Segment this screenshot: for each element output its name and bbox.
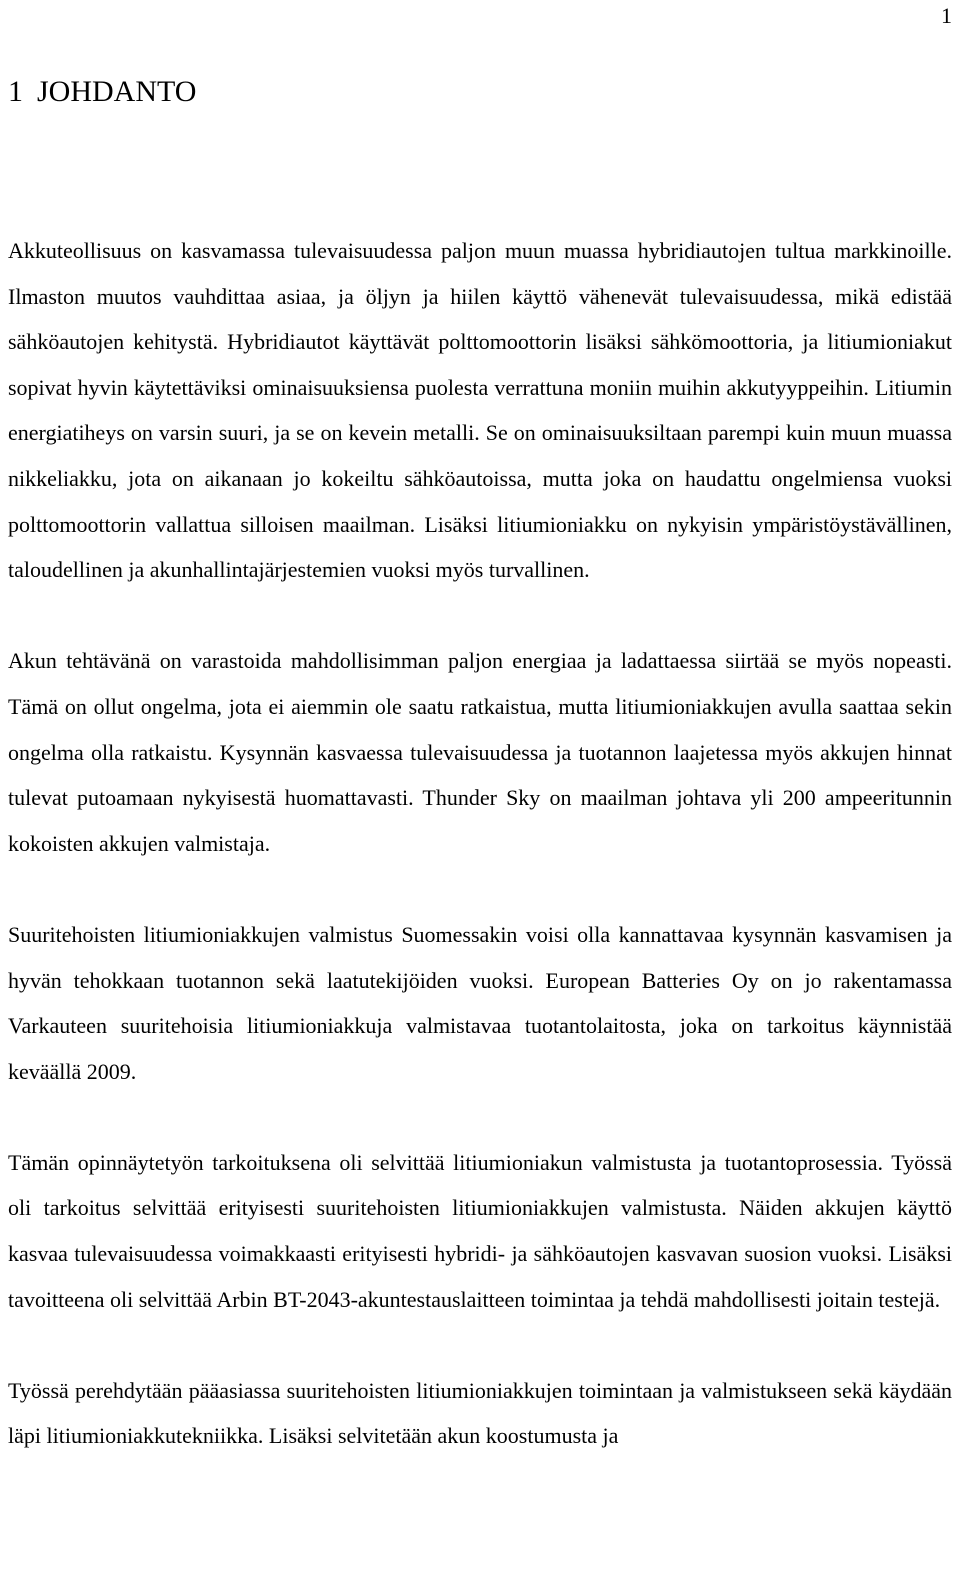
chapter-number: 1 xyxy=(8,75,23,108)
paragraph-intro: Akkuteollisuus on kasvamassa tulevaisuudessa paljon muun muassa hybridiautojen tultua markkinoille. Ilmaston muutos vauhdittaa asiaa, ja öljyn ja hiilen käyttö vähenevät tulevaisuudessa, mikä edistää sähköautojen kehitystä. Hybridiautot käyttävät polttomoottorin lisäksi sähkömoottoria, ja litiumioniakut sopivat hyvin käytettäviksi ominaisuuksiensa puolesta verrattuna moniin muihin akkutyyppeihin. Litiumin energiatiheys on varsin suuri, ja se on kevein metalli. Se on ominaisuuksiltaan parempi kuin muun muassa nikkeliakku, jota on aikanaan jo kokeiltu sähköautoissa, mutta joka on haudattu ongelmiensa vuoksi polttomoottorin vallattua silloisen maailman. Lisäksi litiumioniakku on nykyisin ympäristöystävällinen, taloudellinen ja akunhallintajärjestemien vuoksi myös turvallinen. xyxy=(8,238,952,583)
body-text xyxy=(8,228,952,1505)
paragraph-thesis-content: Työssä perehdytään pääasiassa suuritehoisten litiumioniakkujen toimintaan ja valmistukseen sekä käydään läpi litiumioniakkutekniikka. Lisäksi selvitetään akun koostumusta ja xyxy=(8,1377,952,1449)
paragraph-production-finland: Suuritehoisten litiumioniakkujen valmistus Suomessakin voisi olla kannattavaa kysynnän kasvamisen ja hyvän tehokkaan tuotannon sekä laatutekijöiden vuoksi. European Batteries Oy on jo rakentamassa Varkauteen suuritehoisia litiumioniakkuja valmistavaa tuotantolaitosta, joka on tarkoitus käynnistää keväällä 2009. xyxy=(8,921,952,1084)
paragraph-energy-storage: Akun tehtävänä on varastoida mahdollisimman paljon energiaa ja ladattaessa siirtää se myös nopeasti. Tämä on ollut ongelma, jota ei aiemmin ole saatu ratkaistua, mutta litiumioniakkujen avulla saattaa sekin ongelma olla ratkaistu. Kysynnän kasvaessa tulevaisuudessa ja tuotannon laajetessa myös akkujen hinnat tulevat putoamaan nykyisestä huomattavasti. Thunder Sky on maailman johtava yli 200 ampeeritunnin kokoisten akkujen valmistaja. xyxy=(8,648,952,856)
chapter-heading xyxy=(8,74,196,110)
chapter-title: JOHDANTO xyxy=(37,75,197,108)
paragraph-thesis-purpose: Tämän opinnäytetyön tarkoituksena oli selvittää litiumioniakun valmistusta ja tuotantoprosessia. Työssä oli tarkoitus selvittää erityisesti suuritehoisten litiumioniakkujen valmistusta. Näiden akkujen käyttö kasvaa tulevaisuudessa voimakkaasti erityisesti hybridi- ja sähköautojen kasvavan suosion vuoksi. Lisäksi tavoitteena oli selvittää Arbin BT-2043-akuntestauslaitteen toimintaa ja tehdä mahdollisesti joitain testejä. xyxy=(8,1149,952,1312)
page-number: 1 xyxy=(941,3,952,28)
